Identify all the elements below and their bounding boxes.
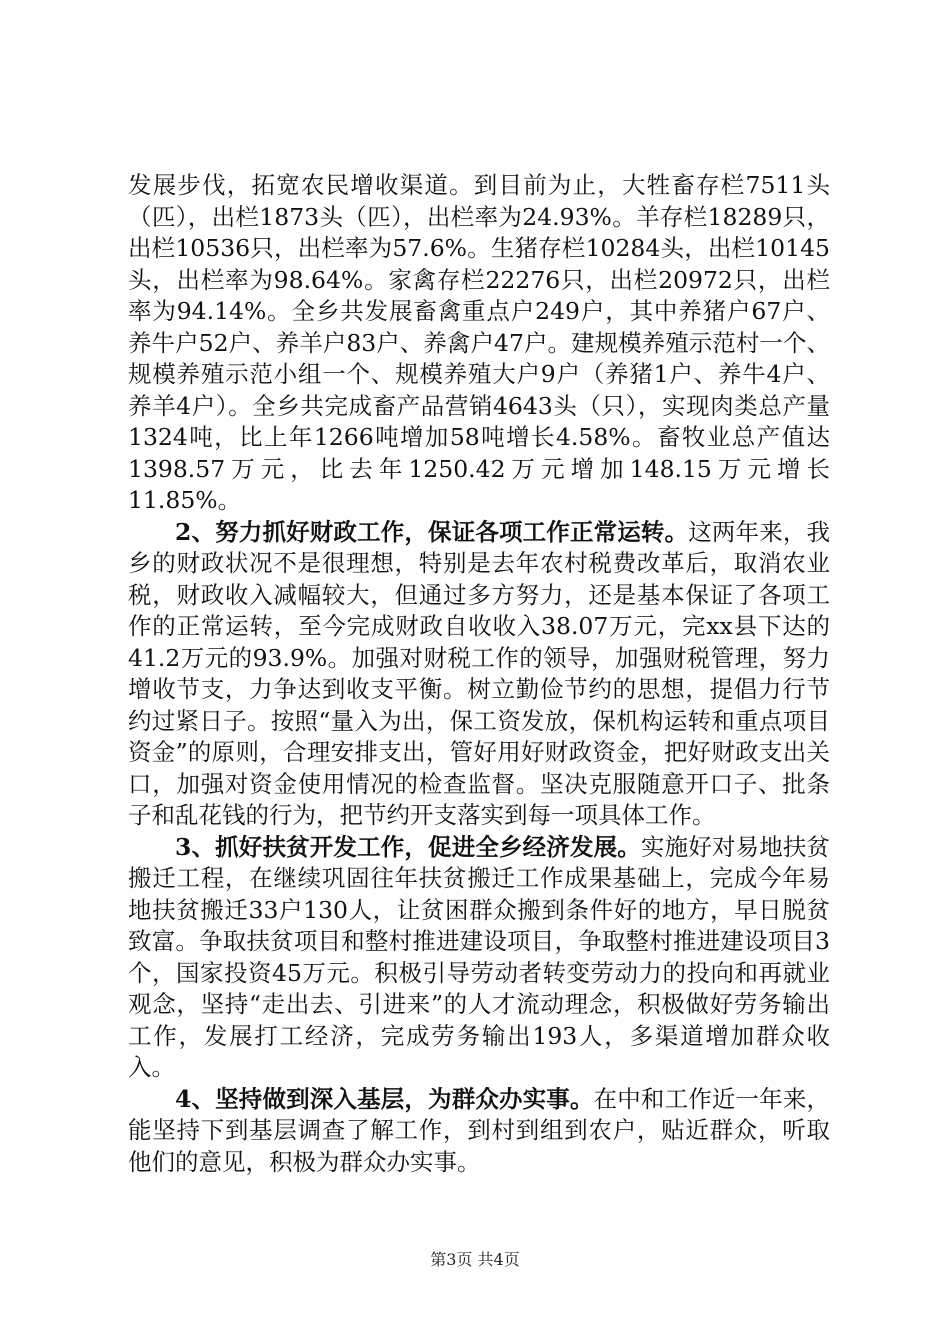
document-body <box>128 170 830 1178</box>
page-footer <box>0 1247 950 1270</box>
paragraph-heading: 2、努力抓好财政工作，保证各项工作正常运转。 <box>175 517 689 546</box>
paragraph-finance <box>128 517 830 832</box>
paragraph-grassroots <box>128 1084 830 1179</box>
paragraph-text: 发展步伐，拓宽农民增收渠道。到目前为止，大牲畜存栏7511头（匹），出栏1873头（匹），出栏率为24.93%。羊存栏18289只，出栏10536只，出栏率为57.6%。生猪存栏10284头，出栏10145头，出栏率为98.64%。家禽存栏22276只，出栏20972只，出栏率为94.14%。全乡共发展畜禽重点户249户，其中养猪户67户、养牛户52户、养羊户83户、养禽户47户。建规模养殖示范村一个、规模养殖示范小组一个、规模养殖大户9户（养猪1户、养牛4户、养羊4户）。全乡共完成畜产品营销4643头（只），实现肉类总产量1324吨，比上年1266吨增加58吨增长4.58%。畜牧业总产值达1398.57万元，比去年1250.42万元增加148.15万元增长11.85%。 <box>128 171 830 514</box>
paragraph-heading: 4、坚持做到深入基层，为群众办实事。 <box>175 1084 594 1113</box>
paragraph-poverty-alleviation <box>128 832 830 1084</box>
paragraph-livestock <box>128 170 830 517</box>
page-number: 第3页 共4页 <box>430 1250 520 1269</box>
paragraph-text: 这两年来，我乡的财政状况不是很理想，特别是去年农村税费改革后，取消农业税，财政收入减幅较大，但通过多方努力，还是基本保证了各项工作的正常运转，至今完成财政自收收入38.07万元，完xx县下达的41.2万元的93.9%。加强对财税工作的领导，加强财税管理，努力增收节支，力争达到收支平衡。树立勤俭节约的思想，提倡力行节约过紧日子。按照“量入为出，保工资发放，保机构运转和重点项目资金”的原则，合理安排支出，管好用好财政资金，把好财政支出关口，加强对资金使用情况的检查监督。坚决克服随意开口子、批条子和乱花钱的行为，把节约开支落实到每一项具体工作。 <box>128 517 831 829</box>
paragraph-heading: 3、抓好扶贫开发工作，促进全乡经济发展。 <box>175 832 641 861</box>
paragraph-text: 实施好对易地扶贫搬迁工程，在继续巩固往年扶贫搬迁工作成果基础上，完成今年易地扶贫搬迁33户130人，让贫困群众搬到条件好的地方，早日脱贫致富。争取扶贫项目和整村推进建设项目，争取整村推进建设项目3个，国家投资45万元。积极引导劳动者转变劳动力的投向和再就业观念，坚持“走出去、引进来”的人才流动理念，积极做好劳务输出工作，发展打工经济，完成劳务输出193人，多渠道增加群众收入。 <box>128 832 830 1081</box>
paragraph-text: 在中和工作近一年来，能坚持下到基层调查了解工作，到村到组到农户，贴近群众，听取他们的意见，积极为群众办实事。 <box>128 1084 831 1176</box>
